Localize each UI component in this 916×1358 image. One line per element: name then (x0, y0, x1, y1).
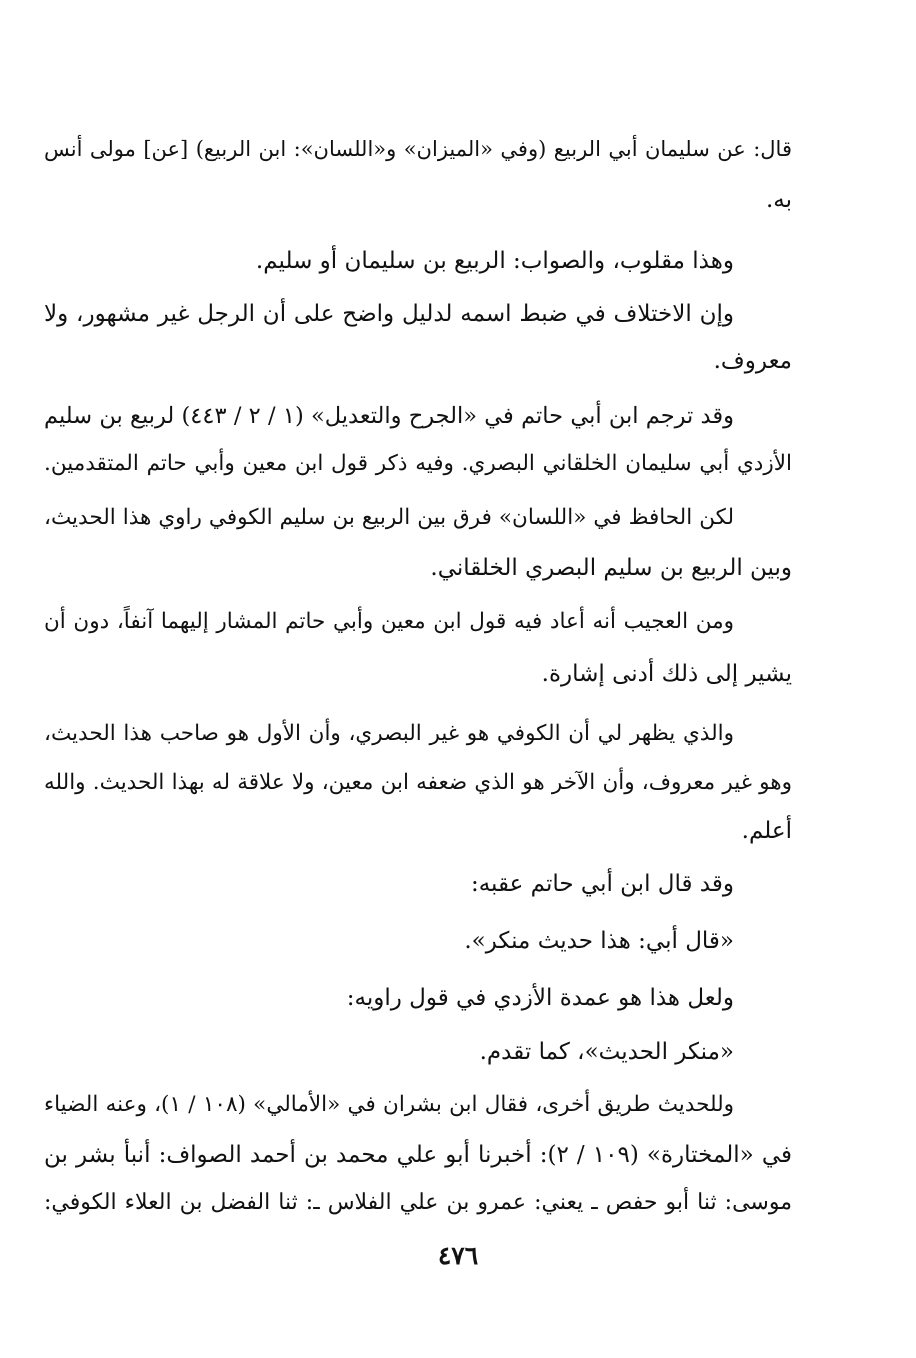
text-line: يشير إلى ذلك أدنى إشارة. (541, 661, 792, 687)
text-line: والذي يظهر لي أن الكوفي هو غير البصري، وأن الأول هو صاحب هذا الحديث، (44, 721, 734, 746)
text-line: «منكر الحديث»، كما تقدم. (479, 1039, 734, 1065)
text-line: ولعل هذا هو عمدة الأزدي في قول راويه: (346, 985, 734, 1011)
text-line: أعلم. (741, 818, 792, 844)
text-line: وقد قال ابن أبي حاتم عقبه: (470, 871, 734, 897)
text-line: معروف. (713, 348, 792, 374)
text-line: به. (765, 187, 792, 213)
text-line: الأزدي أبي سليمان الخلقاني البصري. وفيه ذكر قول ابن معين وأبي حاتم المتقدمين. (44, 451, 792, 476)
text-line: لكن الحافظ في «اللسان» فرق بين الربيع بن سليم الكوفي راوي هذا الحديث، (44, 505, 734, 530)
text-line: وهذا مقلوب، والصواب: الربيع بن سليمان أو سليم. (255, 248, 734, 274)
text-line: ومن العجيب أنه أعاد فيه قول ابن معين وأبي حاتم المشار إليهما آنفاً، دون أن (44, 609, 734, 634)
text-line: وهو غير معروف، وأن الآخر هو الذي ضعفه ابن معين، ولا علاقة له بهذا الحديث. والله (44, 770, 792, 795)
text-line: موسى: ثنا أبو حفص ـ يعني: عمرو بن علي الفلاس ـ: ثنا الفضل بن العلاء الكوفي: (44, 1190, 792, 1215)
text-line: وقد ترجم ابن أبي حاتم في «الجرح والتعديل» (١ / ٢ / ٤٤٣) لربيع بن سليم (44, 403, 734, 429)
page-number: ٤٧٦ (437, 1241, 479, 1270)
text-line: قال: عن سليمان أبي الربيع (وفي «الميزان» و«اللسان»: ابن الربيع) [عن] مولى أنس (44, 137, 792, 161)
text-line: في «المختارة» (١٠٩ / ٢): أخبرنا أبو علي محمد بن أحمد الصواف: أنبأ بشر بن (44, 1142, 792, 1168)
text-line: «قال أبي: هذا حديث منكر». (464, 928, 734, 954)
text-line: وبين الربيع بن سليم البصري الخلقاني. (430, 555, 792, 581)
text-line: وإن الاختلاف في ضبط اسمه لدليل واضح على أن الرجل غير مشهور، ولا (44, 301, 734, 327)
text-line: وللحديث طريق أخرى، فقال ابن بشران في «الأمالي» (١٠٨ / ١)، وعنه الضياء (44, 1092, 734, 1117)
